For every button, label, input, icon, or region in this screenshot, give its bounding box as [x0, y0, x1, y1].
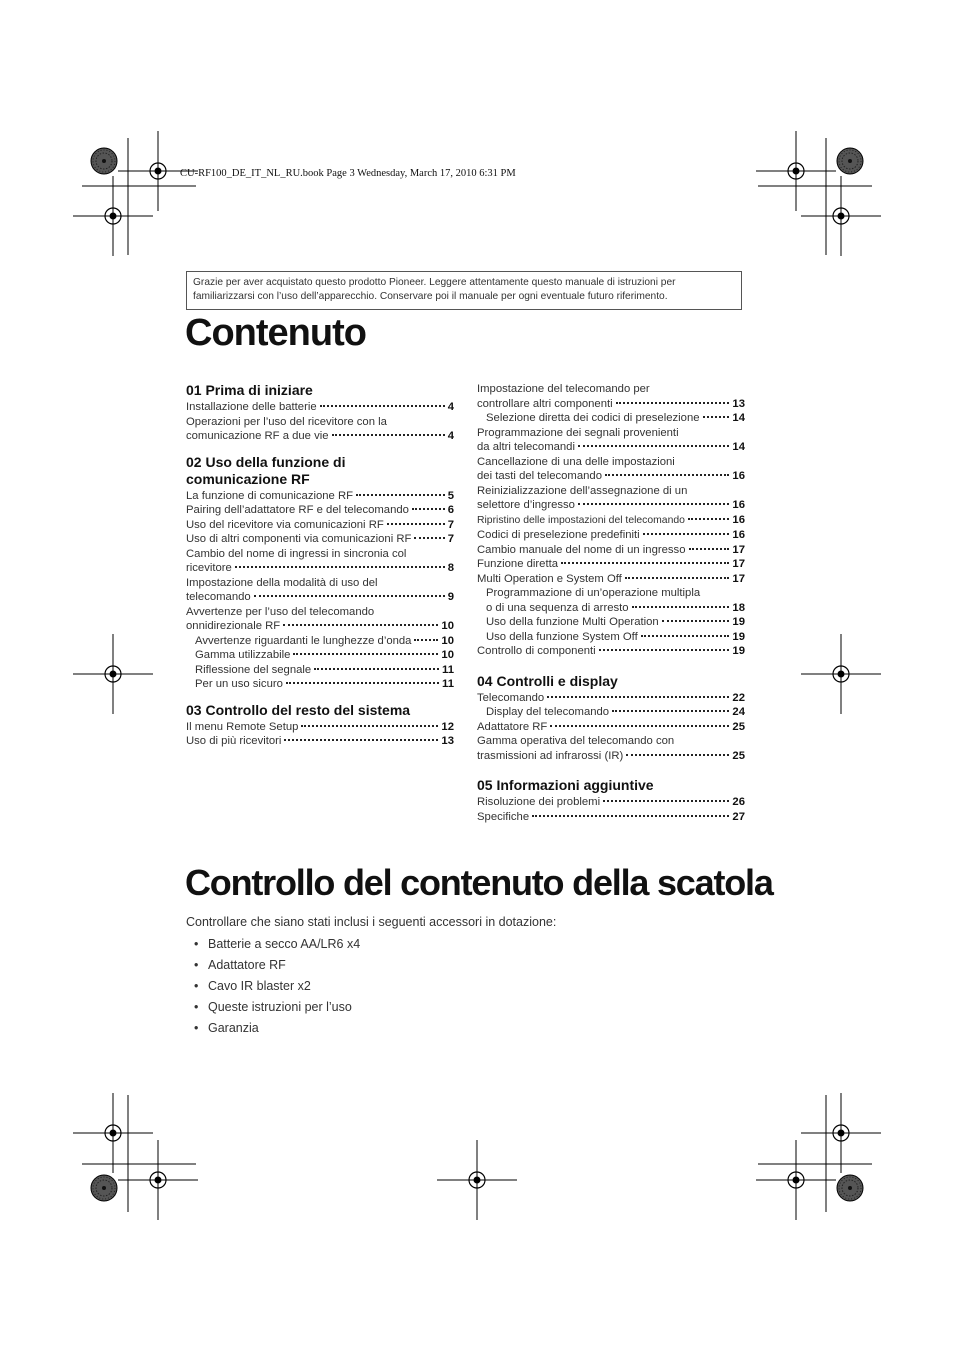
- list-item: • Adattatore RF: [194, 955, 360, 976]
- toc-entry[interactable]: Avvertenze per l’uso del telecomando onnidirezionale RF 10: [186, 605, 454, 632]
- list-item: • Batterie a secco AA/LR6 x4: [194, 934, 360, 955]
- toc-entry[interactable]: Il menu Remote Setup 12: [186, 720, 454, 733]
- toc-subentry[interactable]: Uso della funzione Multi Operation 19: [486, 616, 745, 628]
- toc-subentry[interactable]: Gamma utilizzabile 10: [195, 649, 454, 661]
- toc-entry[interactable]: Reinizializzazione dell’assegnazione di un selettore d’ingresso 16: [477, 484, 745, 511]
- toc-entry[interactable]: Cambio del nome di ingressi in sincronia col ricevitore 8: [186, 547, 454, 574]
- bullet-icon: •: [194, 1021, 199, 1035]
- toc-entry[interactable]: Codici di preselezione predefiniti 16: [477, 529, 745, 541]
- toc-section-heading: 03 Controllo del resto del sistema: [186, 701, 411, 718]
- toc-subentry[interactable]: Per un uso sicuro 11: [195, 678, 454, 690]
- toc-subentry[interactable]: Programmazione di un’operazione multipla o di una sequenza di arresto 18: [486, 587, 745, 614]
- toc-section-heading: 05 Informazioni aggiuntive: [477, 777, 654, 793]
- page-title: Contenuto: [185, 312, 366, 354]
- list-item: • Cavo IR blaster x2: [194, 976, 360, 997]
- toc-entry[interactable]: Specifiche 27: [477, 810, 745, 823]
- toc-subentry[interactable]: Selezione diretta dei codici di preselezione 14: [486, 412, 745, 424]
- toc-entry[interactable]: Adattatore RF 25: [477, 720, 745, 733]
- toc-section-heading: 01 Prima di iniziare: [186, 382, 313, 398]
- toc-entry[interactable]: Cancellazione di una delle impostazioni dei tasti del telecomando 16: [477, 455, 745, 482]
- toc-entry[interactable]: Operazioni per l’uso del ricevitore con la comunicazione RF a due vie 4: [186, 415, 454, 442]
- toc-entry[interactable]: Programmazione dei segnali provenienti da altri telecomandi 14: [477, 426, 745, 453]
- toc-entry[interactable]: Uso del ricevitore via comunicazioni RF 7: [186, 518, 454, 531]
- list-item: • Queste istruzioni per l’uso: [194, 997, 360, 1018]
- toc-entry[interactable]: La funzione di comunicazione RF 5: [186, 489, 454, 502]
- accessory-list: [194, 934, 360, 1039]
- bullet-icon: •: [194, 979, 199, 993]
- toc-entry[interactable]: Telecomando 22: [477, 691, 745, 704]
- toc-entry[interactable]: Ripristino delle impostazioni del telecomando 16: [477, 513, 745, 526]
- toc-section-heading: 02 Uso della funzione di comunicazione RF: [186, 453, 346, 487]
- toc-entry[interactable]: Uso di altri componenti via comunicazioni RF 7: [186, 533, 454, 545]
- toc-entry[interactable]: Pairing dell’adattatore RF e del telecomando 6: [186, 504, 454, 516]
- bullet-icon: •: [194, 958, 199, 972]
- toc-subentry[interactable]: Riflessione del segnale 11: [195, 663, 454, 676]
- toc-entry[interactable]: Funzione diretta 17: [477, 558, 745, 570]
- toc-entry[interactable]: Cambio manuale del nome di un ingresso 17: [477, 543, 745, 556]
- toc-entry[interactable]: Multi Operation e System Off 17: [477, 572, 745, 585]
- bullet-icon: •: [194, 937, 199, 951]
- toc-section-heading: 04 Controlli e display: [477, 672, 618, 689]
- toc-entry[interactable]: Controllo di componenti 19: [477, 645, 745, 657]
- bullet-icon: •: [194, 1000, 199, 1014]
- toc-entry[interactable]: Impostazione del telecomando per controllare altri componenti 13: [477, 383, 745, 410]
- toc-entry[interactable]: Risoluzione dei problemi 26: [477, 796, 745, 808]
- toc-left-column: [186, 382, 454, 749]
- toc-entry[interactable]: Gamma operativa del telecomando con trasmissioni ad infrarossi (IR) 25: [477, 735, 745, 762]
- box-contents-title: Controllo del contenuto della scatola: [185, 862, 773, 903]
- toc-subentry[interactable]: Avvertenze riguardanti le lunghezze d’onda 10: [195, 634, 454, 647]
- list-item: • Garanzia: [194, 1018, 360, 1039]
- toc-subentry[interactable]: Display del telecomando 24: [486, 706, 745, 718]
- toc-entry[interactable]: Installazione delle batterie 4: [186, 401, 454, 413]
- book-file-header: CU-RF100_DE_IT_NL_RU.book Page 3 Wednesday, March 17, 2010 6:31 PM: [180, 168, 516, 179]
- intro-notice-box: Grazie per aver acquistato questo prodotto Pioneer. Leggere attentamente questo manuale di istruzioni per familiarizzarsi con l’uso dell’apparecchio. Conservare poi il manuale per ogni eventuale futuro riferimento.: [186, 271, 742, 310]
- toc-right-column: [477, 382, 745, 824]
- toc-entry[interactable]: Impostazione della modalità di uso del telecomando 9: [186, 576, 454, 603]
- box-contents-intro: Controllare che siano stati inclusi i seguenti accessori in dotazione:: [186, 915, 557, 929]
- toc-entry[interactable]: Uso di più ricevitori 13: [186, 735, 454, 747]
- toc-subentry[interactable]: Uso della funzione System Off 19: [486, 630, 745, 643]
